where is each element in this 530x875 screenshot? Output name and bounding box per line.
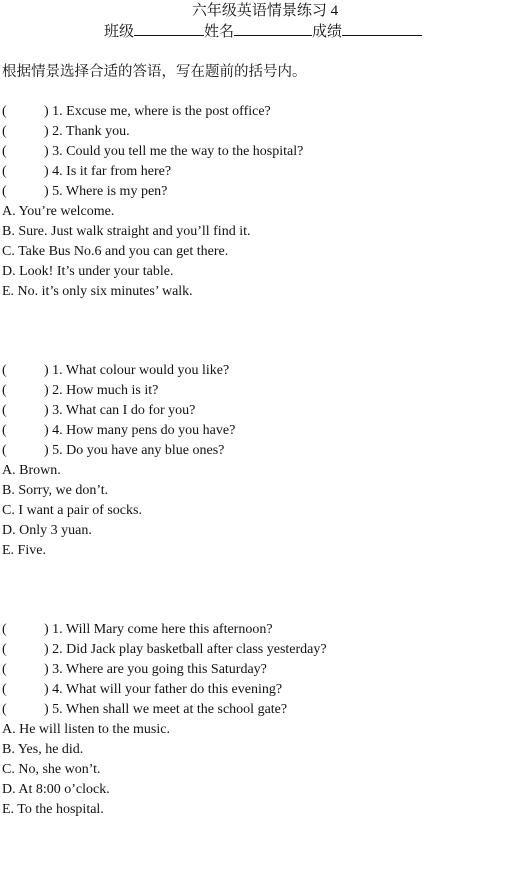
answer-paren[interactable]: ( [2,104,7,119]
question-line [2,621,273,639]
question-line [2,362,229,380]
question-line [2,701,287,719]
question-text: ) 1. What colour would you like? [44,363,230,378]
answer-paren[interactable]: ( [2,144,7,159]
question-text: ) 3. Where are you going this Saturday? [44,662,267,677]
answer-paren[interactable]: ( [2,423,7,438]
question-line [2,123,130,141]
instruction: 根据情景选择合适的答语，写在题前的括号内。 [2,64,307,80]
option-line: E. To the hospital. [2,802,104,817]
question-text: ) 3. Could you tell me the way to the hospital? [44,144,304,159]
question-line [2,163,171,181]
option-line: D. Only 3 yuan. [2,523,92,538]
answer-paren[interactable]: ( [2,622,7,637]
answer-paren[interactable]: ( [2,682,7,697]
question-text: ) 4. How many pens do you have? [44,423,236,438]
question-line [2,103,271,121]
answer-paren[interactable]: ( [2,403,7,418]
answer-paren[interactable]: ( [2,662,7,677]
question-text: ) 1. Excuse me, where is the post office? [44,104,271,119]
question-text: ) 5. When shall we meet at the school gate? [44,702,288,717]
option-line: C. I want a pair of socks. [2,503,142,518]
question-line [2,641,327,659]
question-line [2,442,224,460]
question-line [2,143,303,161]
question-line [2,382,158,400]
question-line [2,661,267,679]
question-line [2,183,167,201]
name-blank[interactable] [234,21,312,36]
answer-paren[interactable]: ( [2,443,7,458]
option-line: A. He will listen to the music. [2,722,170,737]
question-text: ) 5. Where is my pen? [44,184,168,199]
option-line: E. No. it’s only six minutes’ walk. [2,284,193,299]
name-label: 姓名 [204,24,235,40]
option-line: D. At 8:00 o’clock. [2,782,110,797]
option-line: E. Five. [2,543,46,558]
option-line: B. Sorry, we don’t. [2,483,109,498]
question-text: ) 3. What can I do for you? [44,403,196,418]
question-line [2,402,195,420]
answer-paren[interactable]: ( [2,702,7,717]
score-blank[interactable] [342,21,422,36]
student-info-line [104,21,422,41]
score-label: 成绩 [312,24,343,40]
option-line: A. Brown. [2,463,61,478]
page-title: 六年级英语情景练习 4 [191,3,339,19]
option-line: C. No, she won’t. [2,762,101,777]
answer-paren[interactable]: ( [2,164,7,179]
question-text: ) 1. Will Mary come here this afternoon? [44,622,273,637]
class-blank[interactable] [134,21,204,36]
option-line: C. Take Bus No.6 and you can get there. [2,244,229,259]
option-line: D. Look! It’s under your table. [2,264,174,279]
question-text: ) 4. Is it far from here? [44,164,172,179]
answer-paren[interactable]: ( [2,642,7,657]
question-text: ) 2. Thank you. [44,124,130,139]
option-line: B. Sure. Just walk straight and you’ll find it. [2,224,251,239]
question-line [2,681,282,699]
class-label: 班级 [104,24,135,40]
option-line: B. Yes, he did. [2,742,84,757]
question-text: ) 5. Do you have any blue ones? [44,443,225,458]
answer-paren[interactable]: ( [2,184,7,199]
question-text: ) 2. Did Jack play basketball after class yesterday? [44,642,327,657]
question-text: ) 2. How much is it? [44,383,159,398]
answer-paren[interactable]: ( [2,383,7,398]
answer-paren[interactable]: ( [2,363,7,378]
question-line [2,422,235,440]
answer-paren[interactable]: ( [2,124,7,139]
option-line: A. You’re welcome. [2,204,115,219]
question-text: ) 4. What will your father do this evening? [44,682,283,697]
